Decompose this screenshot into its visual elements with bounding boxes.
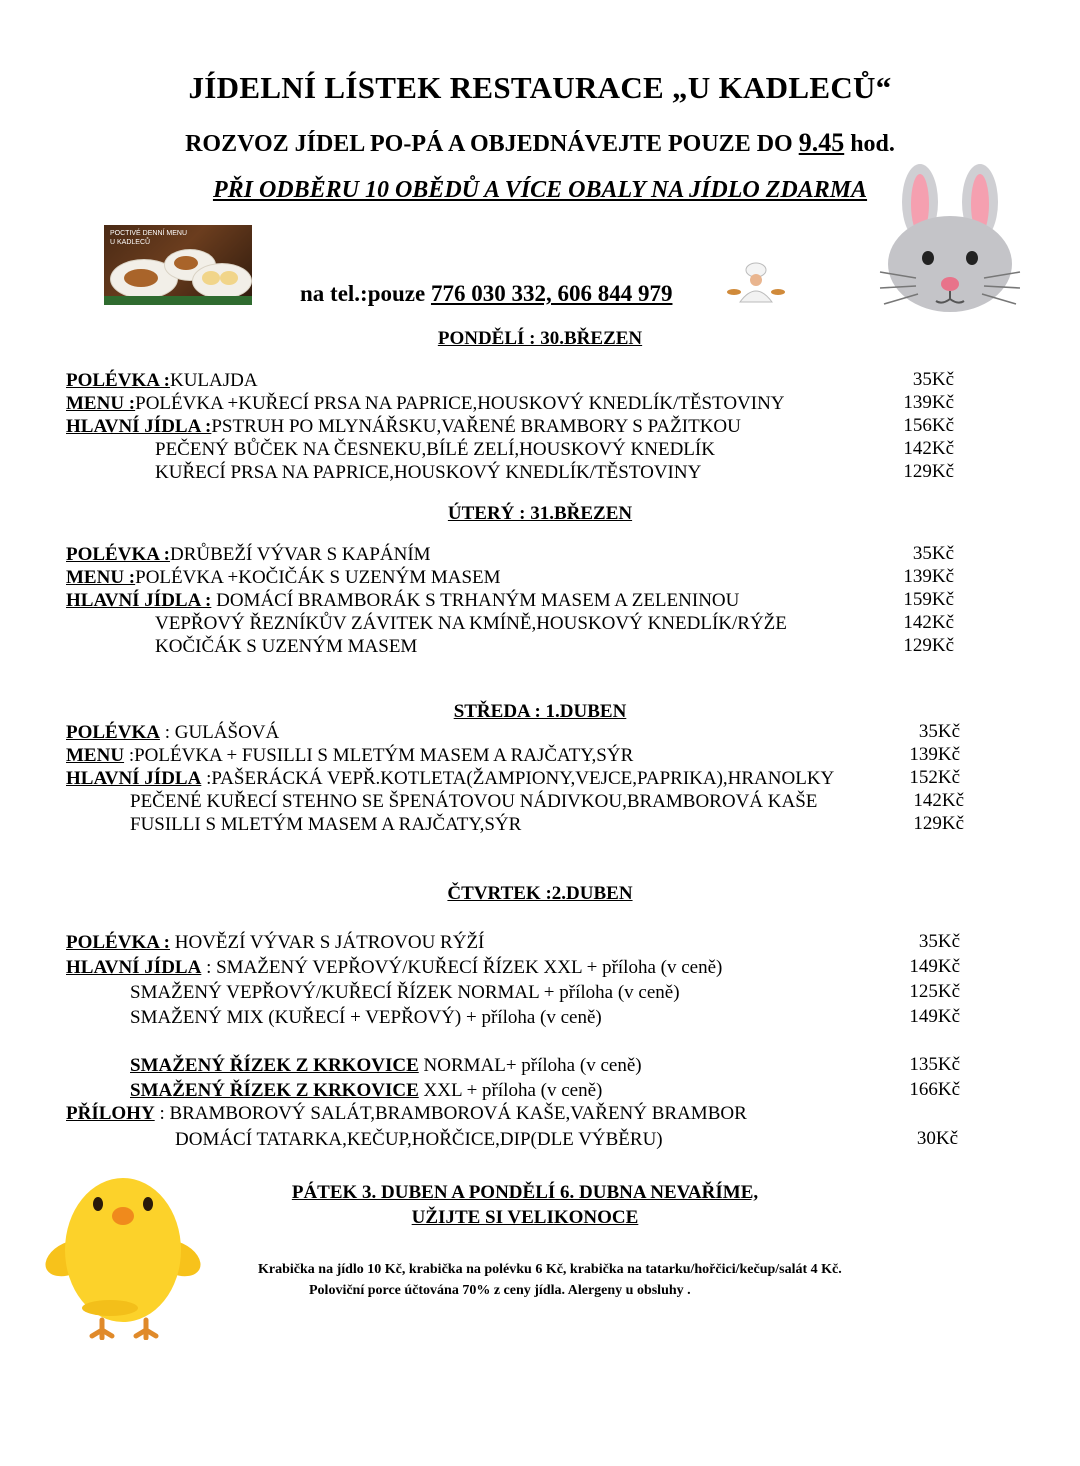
soup-label: POLÉVKA (66, 722, 160, 743)
soup-text: DRŮBEŽÍ VÝVAR S KAPÁNÍM (169, 544, 431, 565)
main-text: PSTRUH PO MLYNÁŘSKU,VAŘENÉ BRAMBORY S PAŽITKOU (211, 416, 741, 437)
wednesday-dish3: FUSILLI S MLETÝM MASEM A RAJČATY,SÝR (130, 814, 522, 835)
chef-icon (726, 262, 786, 304)
thursday-heading: ČTVRTEK :2.DUBEN (447, 883, 633, 904)
tuesday-soup-price: 35Kč (912, 543, 954, 564)
tuesday-main (66, 589, 739, 612)
tuesday-dish2: VEPŘOVÝ ŘEZNÍKŮV ZÁVITEK NA KMÍNĚ,HOUSKOVÝ KNEDLÍK/RÝŽE (155, 613, 787, 634)
promo-photo-line1: POCTIVÉ DENNÍ MENU (110, 230, 188, 237)
wednesday-soup-price: 35Kč (918, 721, 960, 742)
footer-note1: Krabička na jídlo 10 Kč, krabička na polévku 6 Kč, krabička na tatarku/hořčici/kečup/salát 4 Kč. (258, 1262, 842, 1277)
delivery-prefix: ROZVOZ JÍDEL PO-PÁ A OBJEDNÁVEJTE POUZE DO (185, 131, 799, 157)
sides-line2: DOMÁCÍ TATARKA,KEČUP,HOŘČICE,DIP(DLE VÝBĚRU) (175, 1129, 663, 1150)
monday-dish2: PEČENÝ BŮČEK NA ČESNEKU,BÍLÉ ZELÍ,HOUSKOVÝ KNEDLÍK (155, 439, 715, 460)
soup-text: KULAJDA (169, 370, 258, 391)
phone-prefix: na tel.:pouze (300, 281, 431, 306)
soup-text: HOVĚZÍ VÝVAR S JÁTROVOU RÝŽÍ (169, 932, 485, 953)
main-label: HLAVNÍ JÍDLA : (66, 416, 212, 437)
monday-dish3-price: 129Kč (903, 461, 954, 482)
phone-numbers[interactable]: 776 030 332, 606 844 979 (430, 281, 673, 306)
menu-label: MENU : (66, 393, 136, 414)
menu-label: MENU : (66, 567, 136, 588)
wednesday-dish2: PEČENÉ KUŘECÍ STEHNO SE ŠPENÁTOVOU NÁDIVKOU,BRAMBOROVÁ KAŠE (130, 791, 818, 812)
wednesday-menu (66, 744, 633, 767)
monday-dish2-price: 142Kč (903, 438, 954, 459)
tuesday-menu (66, 566, 501, 589)
thursday-soup-price: 35Kč (918, 931, 960, 952)
monday-soup-price: 35Kč (912, 369, 954, 390)
monday-main-price: 156Kč (903, 415, 954, 436)
promo-photo (104, 225, 252, 305)
phone-line (300, 281, 672, 307)
footer-note2: Poloviční porce účtována 70% z ceny jídla. Alergeny u obsluhy . (309, 1283, 691, 1298)
wednesday-dish2-price: 142Kč (913, 790, 964, 811)
menu-text: :POLÉVKA + FUSILLI S MLETÝM MASEM A RAJČATY,SÝR (124, 745, 634, 766)
promo-photo-line2: U KADLECŮ (110, 239, 151, 246)
main-label: HLAVNÍ JÍDLA (66, 768, 202, 789)
monday-heading: PONDĚLÍ : 30.BŘEZEN (437, 328, 643, 349)
promo-line: PŘI ODBĚRU 10 OBĚDŮ A VÍCE OBALY NA JÍDLO ZDARMA (212, 177, 868, 203)
krkovice-xxl-price: 166Kč (909, 1079, 960, 1100)
sides-price: 30Kč (916, 1128, 958, 1149)
menu-text: POLÉVKA +KOČIČÁK S UZENÝM MASEM (135, 567, 501, 588)
main-text: DOMÁCÍ BRAMBORÁK S TRHANÝM MASEM A ZELENINOU (211, 590, 740, 611)
main-label: HLAVNÍ JÍDLA (66, 957, 202, 978)
krkovice-text: XXL + příloha (v ceně) (418, 1080, 603, 1101)
krkovice-label: SMAŽENÝ ŘÍZEK Z KRKOVICE (130, 1055, 419, 1076)
thursday-dish2-price: 125Kč (909, 981, 960, 1002)
menu-text: POLÉVKA +KUŘECÍ PRSA NA PAPRICE,HOUSKOVÝ KNEDLÍK/TĚSTOVINY (135, 393, 785, 414)
thursday-dish3-price: 149Kč (909, 1006, 960, 1027)
tuesday-menu-price: 139Kč (903, 566, 954, 587)
delivery-time: 9.45 (798, 128, 845, 157)
closed-line1: PÁTEK 3. DUBEN A PONDĚLÍ 6. DUBNA NEVAŘÍME, (291, 1182, 759, 1203)
sides-line1 (66, 1102, 747, 1125)
monday-dish3: KUŘECÍ PRSA NA PAPRICE,HOUSKOVÝ KNEDLÍK/TĚSTOVINY (155, 462, 702, 483)
wednesday-dish3-price: 129Kč (913, 813, 964, 834)
krkovice-xxl (130, 1079, 602, 1102)
tuesday-heading: ÚTERÝ : 31.BŘEZEN (447, 503, 633, 524)
bunny-icon (876, 160, 1024, 320)
wednesday-menu-price: 139Kč (909, 744, 960, 765)
krkovice-label: SMAŽENÝ ŘÍZEK Z KRKOVICE (130, 1080, 419, 1101)
sides-label: PŘÍLOHY (66, 1103, 155, 1124)
soup-label: POLÉVKA : (66, 932, 170, 953)
page-title: JÍDELNÍ LÍSTEK RESTAURACE „U KADLECŮ“ (188, 70, 892, 105)
soup-label: POLÉVKA : (66, 370, 170, 391)
tuesday-dish3-price: 129Kč (903, 635, 954, 656)
monday-menu (66, 392, 785, 415)
main-text: : SMAŽENÝ VEPŘOVÝ/KUŘECÍ ŘÍZEK XXL + příloha (v ceně) (201, 957, 723, 978)
monday-main (66, 415, 741, 438)
wednesday-soup (66, 721, 279, 744)
soup-label: POLÉVKA : (66, 544, 170, 565)
tuesday-dish2-price: 142Kč (903, 612, 954, 633)
main-label: HLAVNÍ JÍDLA : (66, 590, 212, 611)
wednesday-heading: STŘEDA : 1.DUBEN (453, 701, 627, 722)
delivery-suffix: hod. (844, 131, 895, 157)
menu-label: MENU (66, 745, 125, 766)
tuesday-main-price: 159Kč (903, 589, 954, 610)
thursday-main (66, 956, 722, 979)
chick-icon (40, 1160, 206, 1340)
sides-text: : BRAMBOROVÝ SALÁT,BRAMBOROVÁ KAŠE,VAŘENÝ BRAMBOR (154, 1103, 747, 1124)
thursday-soup (66, 931, 484, 954)
krkovice-text: NORMAL+ příloha (v ceně) (418, 1055, 642, 1076)
thursday-dish3: SMAŽENÝ MIX (KUŘECÍ + VEPŘOVÝ) + příloha (v ceně) (130, 1007, 602, 1028)
wednesday-main (66, 767, 834, 790)
monday-menu-price: 139Kč (903, 392, 954, 413)
tuesday-soup (66, 543, 431, 566)
main-text: :PAŠERÁCKÁ VEPŘ.KOTLETA(ŽAMPIONY,VEJCE,PAPRIKA),HRANOLKY (201, 768, 835, 789)
krkovice-normal-price: 135Kč (909, 1054, 960, 1075)
thursday-main-price: 149Kč (909, 956, 960, 977)
tuesday-dish3: KOČIČÁK S UZENÝM MASEM (155, 636, 418, 657)
soup-text: : GULÁŠOVÁ (159, 722, 280, 743)
krkovice-normal (130, 1054, 642, 1077)
delivery-line (0, 128, 1080, 158)
monday-soup (66, 369, 258, 392)
thursday-dish2: SMAŽENÝ VEPŘOVÝ/KUŘECÍ ŘÍZEK NORMAL + příloha (v ceně) (130, 982, 680, 1003)
closed-line2: UŽIJTE SI VELIKONOCE (411, 1207, 639, 1228)
wednesday-main-price: 152Kč (909, 767, 960, 788)
